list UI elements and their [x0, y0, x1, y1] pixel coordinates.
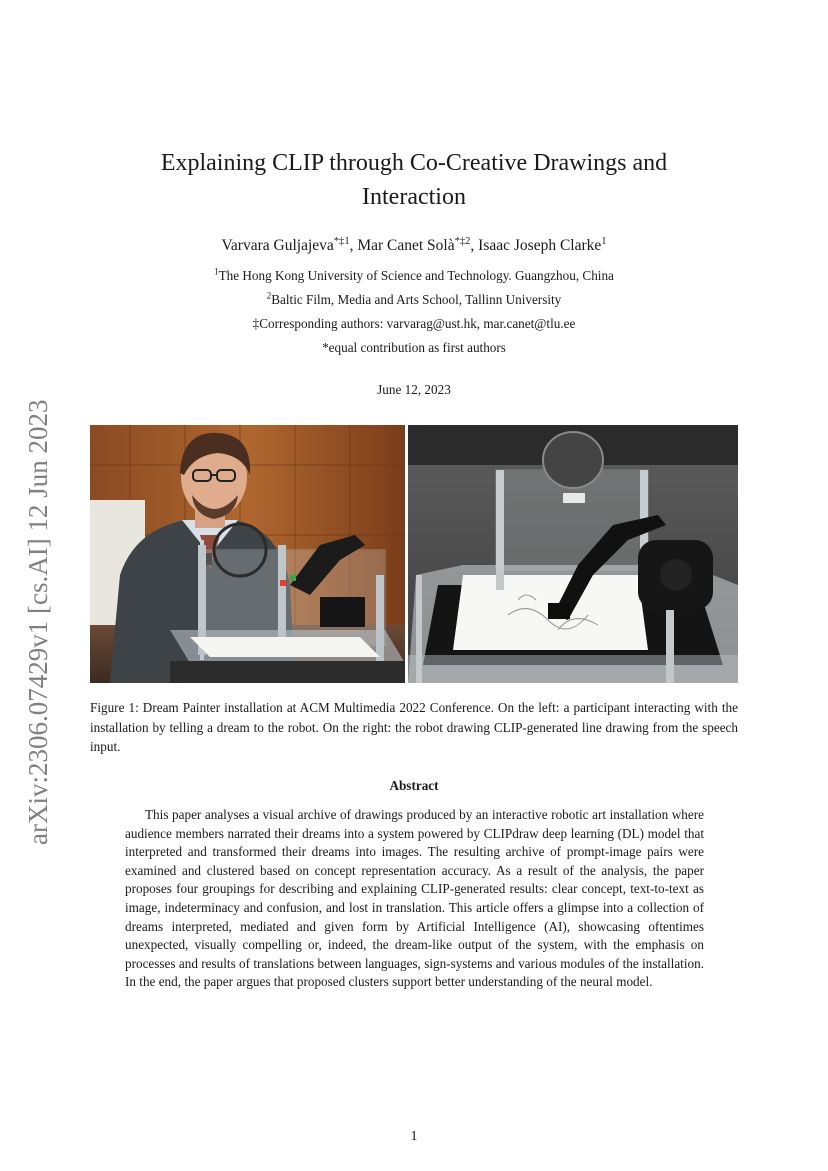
robot-photo-image [408, 425, 738, 683]
affiliation-text: Baltic Film, Media and Arts School, Tallinn University [271, 292, 562, 307]
paper-title [0, 146, 828, 214]
arxiv-stamp: arXiv:2306.07429v1 [cs.AI] 12 Jun 2023 [23, 399, 53, 845]
author-mark: 1 [601, 235, 607, 247]
title-line-1: Explaining CLIP through Co-Creative Drawings and [160, 150, 668, 176]
participant-photo-image [90, 425, 405, 683]
author-mark: *‡1 [333, 235, 350, 247]
author-name: Mar Canet Solà [357, 237, 455, 254]
affiliation-2 [0, 292, 828, 308]
affiliation-1 [0, 268, 828, 284]
affiliation-mark: 2 [266, 290, 272, 301]
figure-photo-robot-drawing [408, 425, 738, 683]
author-name: Varvara Guljajeva [221, 237, 334, 254]
figure-photo-participant [90, 425, 405, 683]
title-line-2: Interaction [362, 184, 466, 210]
author-name: Isaac Joseph Clarke [478, 237, 602, 254]
author-list: Varvara Guljajeva$^{*\ddagger 1}$, Mar Canet Solà$^{*\ddagger 2}$, Isaac Joseph Clarke$^1$ [221, 235, 607, 254]
corresponding-authors: ‡Corresponding authors: varvarag@ust.hk, mar.canet@tlu.ee [252, 316, 576, 331]
author-mark: *‡2 [454, 235, 471, 247]
abstract-body: This paper analyses a visual archive of drawings produced by an interactive robotic art installation where audience members narrated their dreams into a system powered by CLIPdraw deep learning (DL) model that interpreted and transformed their dreams into images. The resulting archive of prompt-image pairs were examined and clustered based on concept representation accuracy. As a result of the analysis, the paper proposes four groupings for describing and explaining CLIP-generated results: clear concept, text-to-text as image, indeterminacy and confusion, and lost in translation. This article offers a glimpse into a collection of dreams interpreted, mediated and given form by Artificial Intelligence (AI), showcasing oftentimes unexpected, visually compelling or, indeed, the dream-like output of the system, with the emphasis on processes and results of translations between languages, sign-systems and various modules of the installation. In the end, the paper argues that proposed clusters support better understanding of the neural model. [125, 807, 704, 990]
figure-caption: Figure 1: Dream Painter installation at ACM Multimedia 2022 Conference. On the left: a participant interacting with the installation by telling a dream to the robot. On the right: the robot drawing CLIP-generated line drawing from the speech input. [90, 700, 738, 754]
abstract-heading: Abstract [389, 778, 439, 793]
page-number: 1 [410, 1129, 418, 1144]
affiliation-text: The Hong Kong University of Science and Technology. Guangzhou, China [218, 268, 614, 283]
affiliation-mark: 1 [214, 266, 219, 277]
paper-date: June 12, 2023 [377, 382, 451, 397]
equal-contribution-note: *equal contribution as first authors [322, 340, 506, 355]
